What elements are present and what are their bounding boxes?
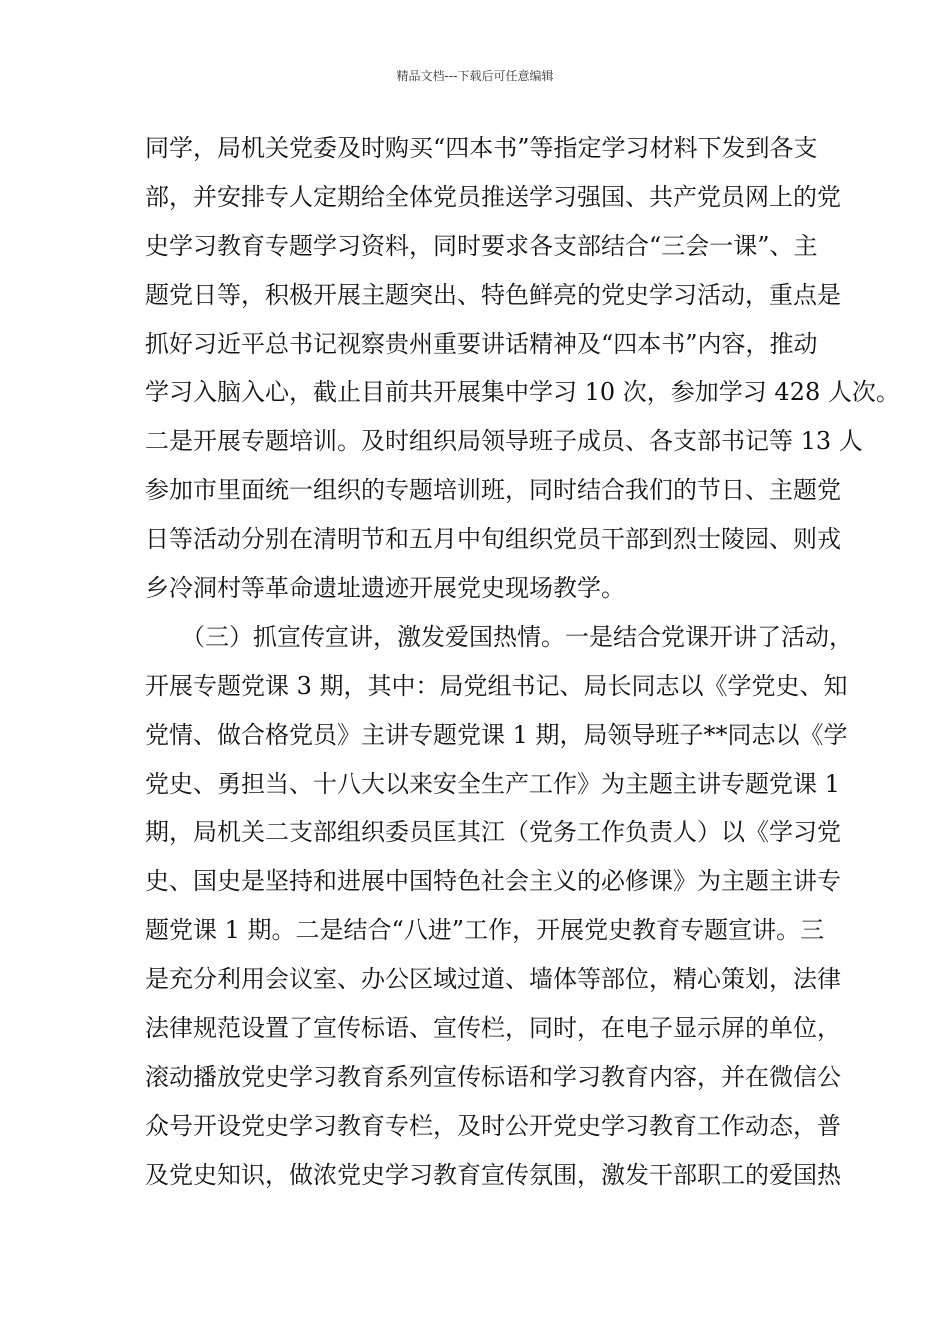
text-line: 题党日等，积极开展主题突出、特色鲜亮的党史学习活动，重点是: [145, 280, 841, 309]
text-line: 史学习教育专题学习资料，同时要求各支部结合“三会一课”、主: [145, 231, 818, 260]
text-line: 法律规范设置了宣传标语、宣传栏，同时，在电子显示屏的单位，: [145, 1014, 841, 1043]
text-line: 二是开展专题培训。及时组织局领导班子成员、各支部书记等 13 人: [145, 427, 863, 456]
text-line: 是充分利用会议室、办公区域过道、墙体等部位，精心策划，法律: [145, 965, 841, 994]
text-line: 参加市里面统一组织的专题培训班，同时结合我们的节日、主题党: [145, 476, 841, 505]
text-line: 抓好习近平总书记视察贵州重要讲话精神及“四本书”内容，推动: [145, 329, 818, 358]
text-line: 部，并安排专人定期给全体党员推送学习强国、共产党员网上的党: [145, 182, 841, 211]
text-line: 党情、做合格党员》主讲专题党课 1 期，局领导班子**同志以《学: [145, 720, 848, 749]
text-line: 日等活动分别在清明节和五月中旬组织党员干部到烈士陵园、则戎: [145, 525, 841, 554]
text-line: 滚动播放党史学习教育系列宣传标语和学习教育内容，并在微信公: [145, 1062, 841, 1091]
text-line: 期，局机关二支部组织委员匡其江（党务工作负责人）以《学习党: [145, 818, 841, 847]
document-body: [145, 124, 900, 1200]
page-header: 精品文档---下载后可任意编辑: [396, 69, 554, 83]
text-line: 众号开设党史学习教育专栏，及时公开党史学习教育工作动态，普: [145, 1111, 841, 1140]
text-line: 学习入脑入心，截止目前共开展集中学习 10 次，参加学习 428 人次。: [145, 378, 900, 407]
text-line: 开展专题党课 3 期，其中：局党组书记、局长同志以《学党史、知: [145, 671, 848, 700]
text-line: 及党史知识，做浓党史学习教育宣传氛围，激发干部职工的爱国热: [145, 1160, 841, 1189]
section-heading-line: （三）抓宣传宣讲，激发爱国热情。一是结合党课开讲了活动，: [181, 622, 853, 651]
text-line: 同学，局机关党委及时购买“四本书”等指定学习材料下发到各支: [145, 134, 818, 162]
text-line: 乡冷洞村等革命遗址遗迹开展党史现场教学。: [145, 574, 625, 603]
text-line: 党史、勇担当、十八大以来安全生产工作》为主题主讲专题党课 1: [145, 769, 840, 798]
text-line: 史、国史是坚持和进展中国特色社会主义的必修课》为主题主讲专: [145, 867, 841, 896]
text-line: 题党课 1 期。二是结合“八进”工作，开展党史教育专题宣讲。三: [145, 916, 825, 945]
